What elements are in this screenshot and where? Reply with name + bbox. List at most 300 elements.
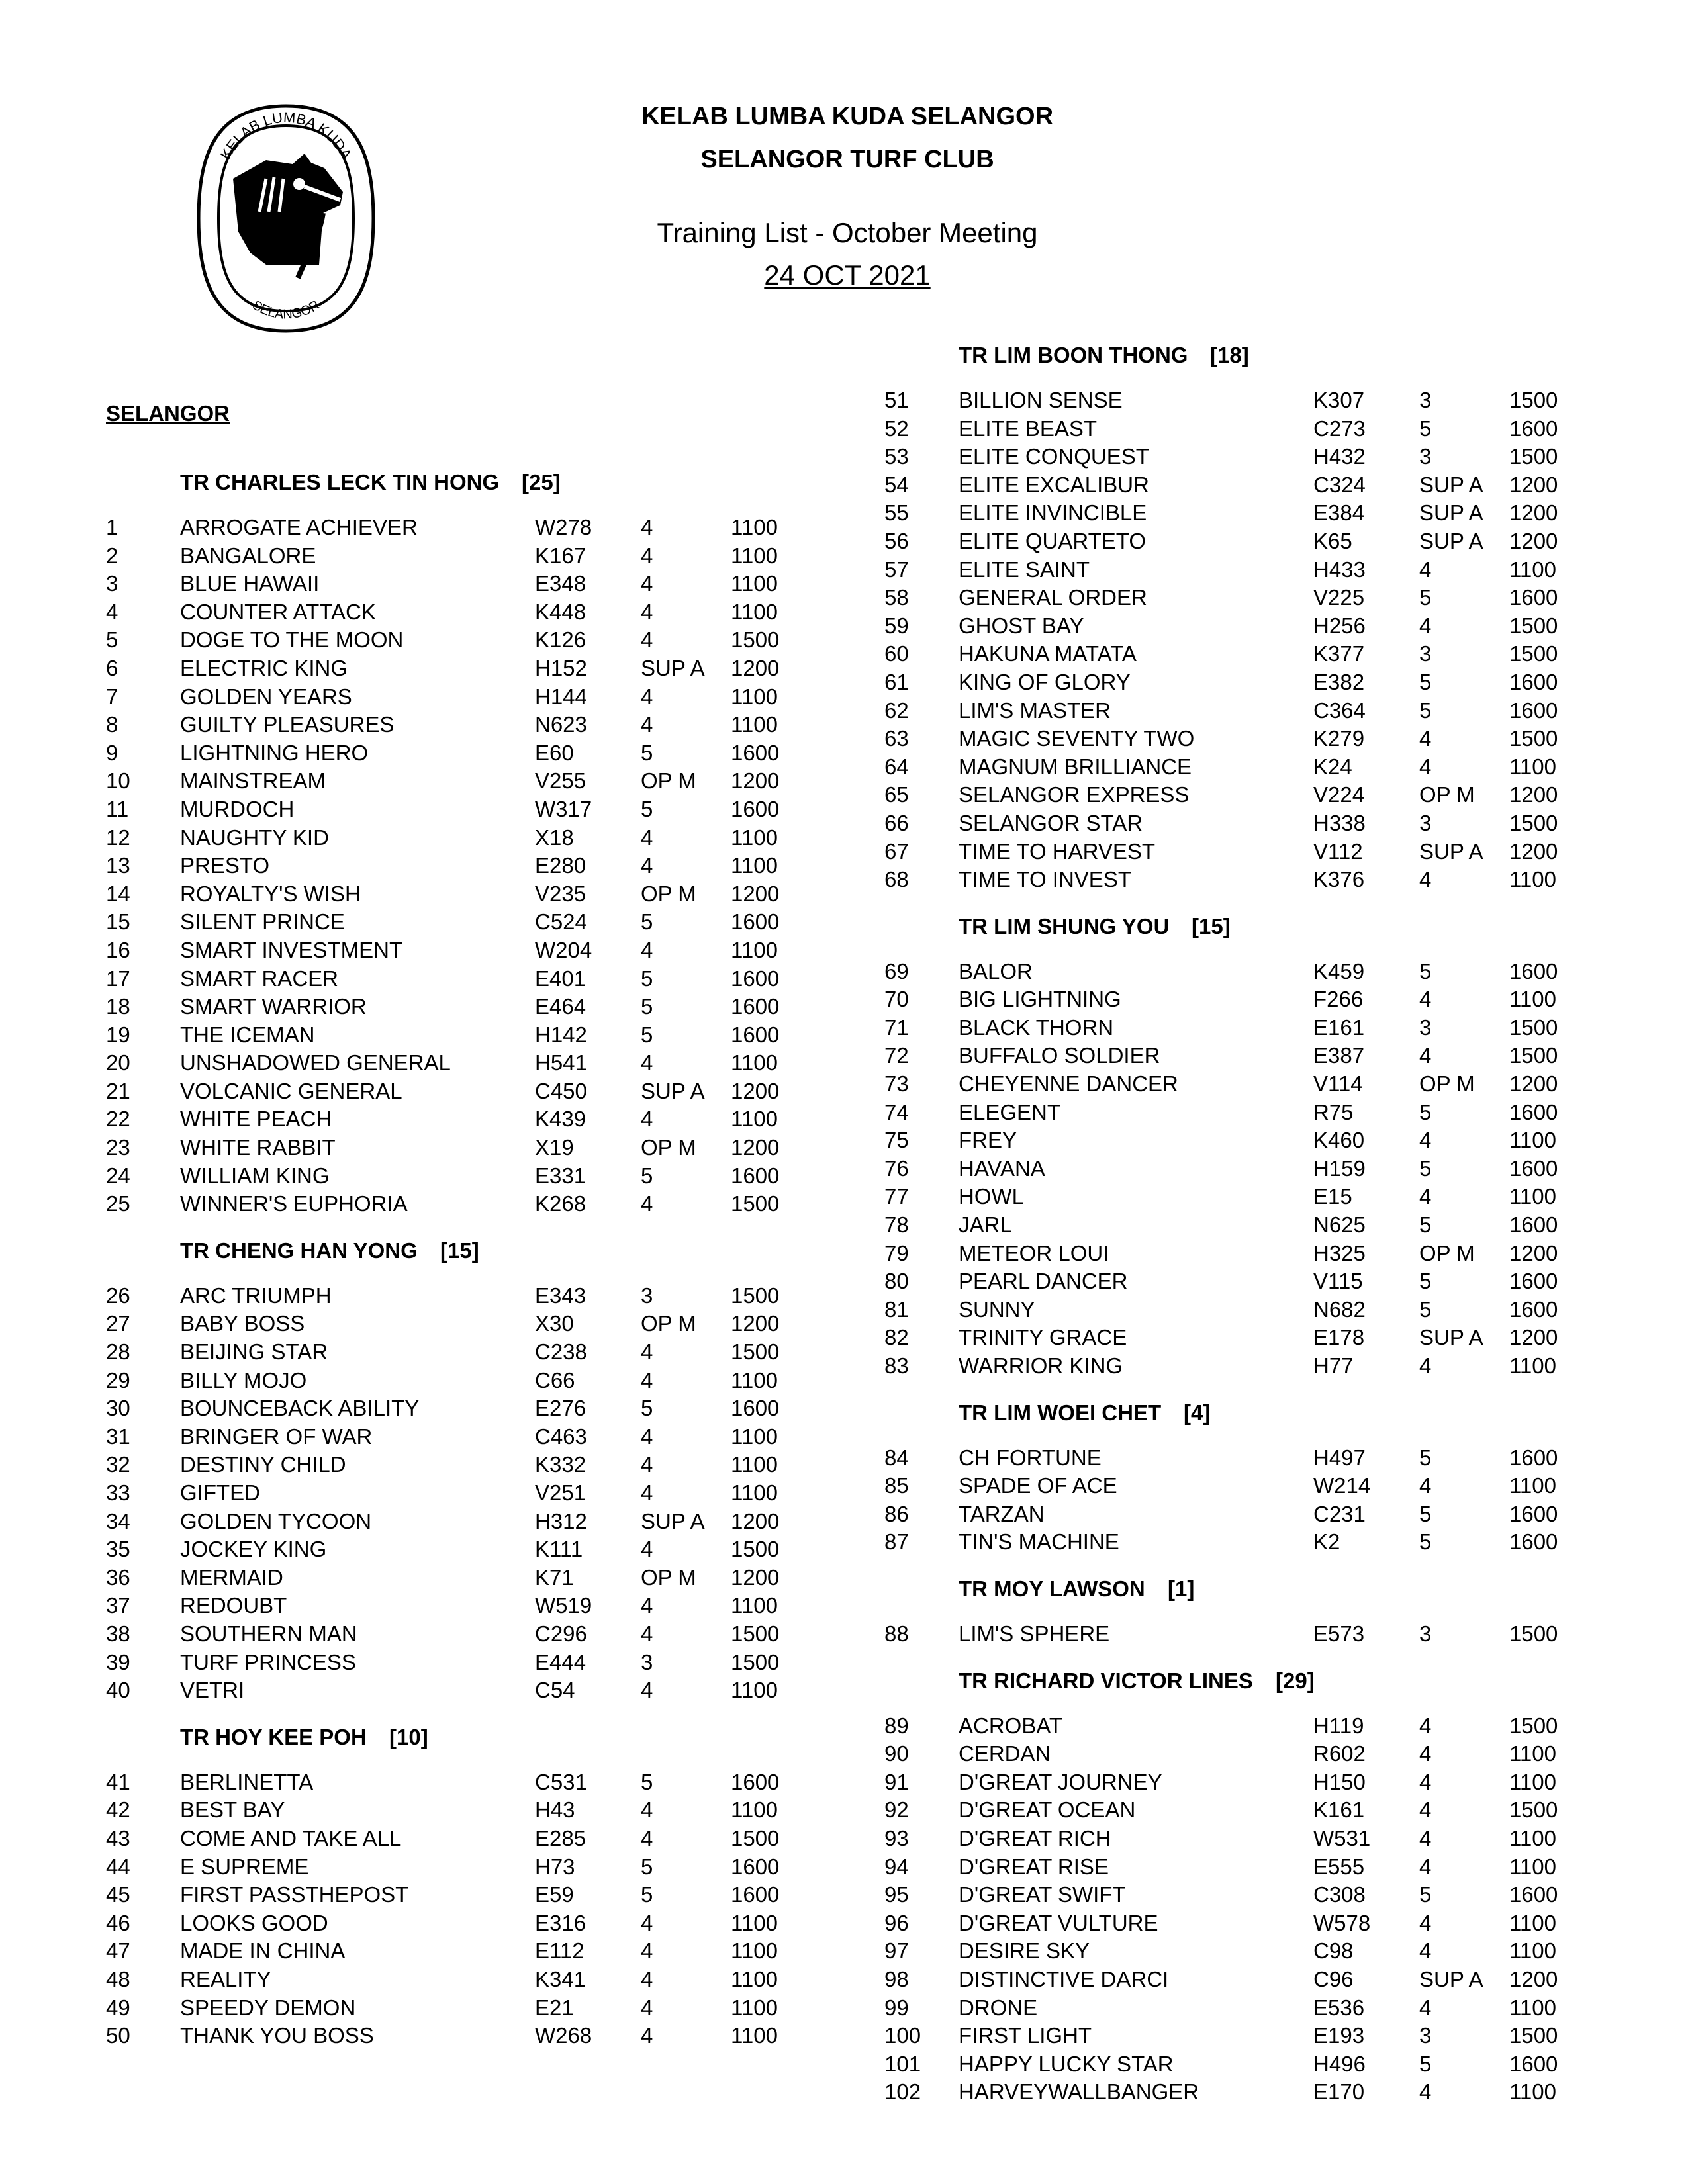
horse-code: H496	[1313, 2051, 1366, 2076]
horse-class: 5	[1419, 1212, 1432, 1238]
horse-class: 4	[641, 571, 653, 596]
horse-number: 35	[106, 1537, 130, 1562]
horse-number: 36	[106, 1565, 130, 1590]
horse-number: 15	[106, 909, 130, 934]
horse-class: 4	[1419, 1769, 1432, 1794]
horse-class: 4	[641, 825, 653, 850]
horse-class: SUP A	[1419, 500, 1483, 525]
horse-code: C96	[1313, 1966, 1354, 1991]
horse-number: 57	[884, 557, 909, 582]
horse-number: 90	[884, 1741, 909, 1766]
horse-row	[884, 1155, 1679, 1183]
horse-code: H338	[1313, 810, 1366, 835]
horse-row	[106, 1796, 900, 1825]
horse-class: 5	[1419, 958, 1432, 983]
horse-class: 4	[1419, 613, 1432, 638]
horse-name: BEST BAY	[180, 1797, 285, 1823]
horse-number: 49	[106, 1995, 130, 2020]
horse-distance: 1100	[731, 1966, 778, 1991]
horse-code: W578	[1313, 1910, 1371, 1935]
horse-class: 5	[641, 909, 653, 934]
horse-row	[884, 612, 1679, 641]
horse-distance: 1100	[731, 853, 778, 878]
horse-row	[106, 1479, 900, 1508]
horse-class: 3	[1419, 444, 1432, 469]
horse-distance: 1200	[731, 1565, 780, 1590]
horse-distance: 1500	[1509, 388, 1558, 412]
horse-name: SELANGOR STAR	[959, 810, 1143, 835]
horse-class: 4	[641, 1621, 653, 1646]
horse-row	[884, 1472, 1679, 1500]
horse-distance: 1500	[1509, 444, 1558, 469]
horse-class: 4	[1419, 1184, 1432, 1209]
horse-number: 5	[106, 627, 118, 653]
horse-number: 74	[884, 1099, 909, 1124]
horse-number: 93	[884, 1825, 909, 1850]
horse-distance: 1100	[731, 2023, 778, 2048]
horse-name: TIME TO HARVEST	[959, 839, 1156, 864]
trainer-horse-count: [1]	[1168, 1576, 1195, 1601]
horse-code: H256	[1313, 613, 1366, 638]
trainer-name: TR CHARLES LECK TIN HONG	[180, 470, 500, 494]
horse-code: E170	[1313, 2079, 1365, 2105]
horse-name: D'GREAT RISE	[959, 1854, 1109, 1879]
horse-distance: 1600	[731, 1396, 780, 1421]
horse-code: E316	[535, 1910, 586, 1935]
horse-name: D'GREAT SWIFT	[959, 1882, 1126, 1907]
horse-row	[106, 880, 900, 909]
horse-row	[106, 542, 900, 570]
group-spacer	[884, 1435, 1679, 1444]
horse-name: TARZAN	[959, 1501, 1045, 1526]
horse-distance: 1600	[1509, 1156, 1558, 1181]
horse-distance: 1500	[731, 1340, 780, 1365]
horse-class: 3	[1419, 388, 1432, 412]
horse-number: 46	[106, 1910, 130, 1935]
horse-class: 4	[1419, 867, 1432, 892]
horse-row	[106, 1592, 900, 1620]
horse-code: E573	[1313, 1621, 1365, 1646]
horse-number: 32	[106, 1452, 130, 1477]
horse-number: 86	[884, 1501, 909, 1526]
horse-number: 92	[884, 1797, 909, 1823]
horse-name: THANK YOU BOSS	[180, 2023, 374, 2048]
horse-row	[884, 725, 1679, 753]
horse-class: 4	[641, 1797, 653, 1823]
horse-distance: 1500	[1509, 1015, 1558, 1040]
horse-code: K448	[535, 599, 586, 624]
horse-number: 19	[106, 1022, 130, 1047]
horse-code: E178	[1313, 1325, 1365, 1350]
horse-name: CHEYENNE DANCER	[959, 1071, 1178, 1097]
horse-code: K111	[535, 1537, 583, 1562]
horse-number: 53	[884, 444, 909, 469]
horse-number: 6	[106, 655, 118, 680]
horse-number: 78	[884, 1212, 909, 1238]
horse-code: X30	[535, 1311, 574, 1336]
trainer-heading	[106, 462, 900, 504]
horse-number: 65	[884, 782, 909, 807]
horse-distance: 1600	[731, 796, 780, 821]
horse-distance: 1500	[731, 1825, 780, 1850]
horse-number: 38	[106, 1621, 130, 1646]
horse-row	[884, 668, 1679, 697]
horse-name: BEIJING STAR	[180, 1340, 328, 1365]
horse-class: 4	[1419, 1995, 1432, 2020]
horse-number: 62	[884, 698, 909, 723]
horse-distance: 1600	[731, 1854, 780, 1879]
horse-name: GOLDEN TYCOON	[180, 1508, 372, 1533]
horse-class: SUP A	[641, 1508, 705, 1533]
horse-code: X19	[535, 1135, 574, 1160]
group-spacer	[884, 1557, 1679, 1569]
horse-row	[884, 1240, 1679, 1268]
horse-code: H142	[535, 1022, 587, 1047]
horse-name: COUNTER ATTACK	[180, 599, 376, 624]
horse-code: K279	[1313, 726, 1365, 751]
horse-code: C531	[535, 1769, 587, 1794]
horse-number: 52	[884, 416, 909, 441]
group-spacer	[884, 1703, 1679, 1712]
horse-name: ACROBAT	[959, 1713, 1063, 1738]
horse-class: 5	[1419, 1269, 1432, 1294]
horse-class: 5	[1419, 1156, 1432, 1181]
horse-class: 4	[641, 712, 653, 737]
horse-class: 4	[1419, 1043, 1432, 1068]
horse-distance: 1100	[731, 1424, 778, 1449]
horse-number: 47	[106, 1938, 130, 1964]
group-spacer	[884, 1611, 1679, 1620]
horse-row	[106, 767, 900, 796]
trainer-heading	[884, 1661, 1679, 1703]
horse-name: MAINSTREAM	[180, 768, 326, 794]
horse-code: E285	[535, 1825, 586, 1850]
trainer-heading	[106, 1717, 900, 1759]
horse-row	[106, 1620, 900, 1649]
meeting-date: 24 OCT 2021	[764, 259, 931, 291]
horse-code: K71	[535, 1565, 574, 1590]
horse-class: 3	[1419, 810, 1432, 835]
horse-row	[106, 1423, 900, 1451]
horse-distance: 1100	[1509, 1995, 1556, 2020]
horse-class: 4	[1419, 1128, 1432, 1153]
horse-code: K439	[535, 1107, 586, 1132]
horse-name: LIGHTNING HERO	[180, 740, 369, 765]
horse-row	[884, 1500, 1679, 1529]
horse-name: BIG LIGHTNING	[959, 987, 1121, 1012]
horse-class: 3	[1419, 2023, 1432, 2048]
horse-class: 5	[1419, 1529, 1432, 1555]
horse-distance: 1100	[731, 1995, 778, 2020]
trainer-name: TR HOY KEE POH	[180, 1724, 367, 1749]
horse-number: 56	[884, 528, 909, 553]
horse-number: 85	[884, 1473, 909, 1498]
horse-row	[106, 1394, 900, 1423]
horse-name: SPEEDY DEMON	[180, 1995, 356, 2020]
horse-class: 5	[1419, 1297, 1432, 1322]
horse-distance: 1200	[731, 768, 780, 794]
region-heading: SELANGOR	[106, 401, 230, 426]
horse-name: ELITE SAINT	[959, 557, 1090, 582]
horse-distance: 1500	[1509, 1043, 1558, 1068]
horse-name: GUILTY PLEASURES	[180, 712, 395, 737]
horse-row	[106, 1508, 900, 1536]
horse-number: 43	[106, 1825, 130, 1850]
horse-distance: 1100	[731, 1938, 778, 1964]
horse-code: E536	[1313, 1995, 1365, 2020]
horse-name: WARRIOR KING	[959, 1353, 1123, 1378]
horse-distance: 1100	[1509, 754, 1556, 779]
horse-row	[106, 1881, 900, 1909]
horse-distance: 1500	[731, 1191, 780, 1216]
horse-code: W519	[535, 1593, 592, 1618]
horse-class: 4	[1419, 987, 1432, 1012]
horse-distance: 1200	[1509, 839, 1558, 864]
horse-class: 5	[641, 1022, 653, 1047]
horse-distance: 1200	[1509, 472, 1558, 497]
horse-distance: 1600	[731, 740, 780, 765]
horse-row	[884, 1937, 1679, 1966]
horse-code: H159	[1313, 1156, 1366, 1181]
horse-number: 66	[884, 810, 909, 835]
horse-distance: 1100	[1509, 2079, 1556, 2105]
trainer-horse-count: [15]	[440, 1238, 479, 1263]
horse-code: C524	[535, 909, 587, 934]
group-spacer	[884, 1649, 1679, 1661]
horse-class: 5	[1419, 1445, 1432, 1470]
horse-distance: 1200	[1509, 782, 1558, 807]
horse-name: COME AND TAKE ALL	[180, 1825, 402, 1850]
horse-code: E387	[1313, 1043, 1365, 1068]
horse-class: 4	[1419, 1825, 1432, 1850]
horse-number: 82	[884, 1325, 909, 1350]
horse-distance: 1100	[1509, 1353, 1556, 1378]
horse-class: 4	[641, 1593, 653, 1618]
horse-number: 60	[884, 641, 909, 666]
horse-row	[884, 1620, 1679, 1649]
horse-number: 101	[884, 2051, 921, 2076]
horse-name: DOGE TO THE MOON	[180, 627, 404, 653]
horse-class: 4	[641, 627, 653, 653]
horse-code: C98	[1313, 1938, 1354, 1964]
horse-number: 96	[884, 1910, 909, 1935]
horse-row	[106, 824, 900, 852]
horse-distance: 1100	[731, 937, 778, 962]
list-title: Training List - October Meeting	[657, 217, 1038, 248]
horse-number: 59	[884, 613, 909, 638]
trainer-name: TR LIM WOEI CHET	[959, 1400, 1162, 1425]
horse-distance: 1200	[731, 1311, 780, 1336]
horse-distance: 1600	[1509, 669, 1558, 694]
horse-number: 30	[106, 1396, 130, 1421]
horse-code: W531	[1313, 1825, 1371, 1850]
group-spacer	[106, 1218, 900, 1230]
club-name-malay: KELAB LUMBA KUDA SELANGOR	[641, 103, 1054, 130]
horse-distance: 1100	[1509, 1854, 1556, 1879]
horse-name: TRINITY GRACE	[959, 1325, 1127, 1350]
horse-name: MAGIC SEVENTY TWO	[959, 726, 1195, 751]
horse-distance: 1600	[1509, 1297, 1558, 1322]
horse-number: 99	[884, 1995, 909, 2020]
horse-number: 40	[106, 1678, 130, 1703]
horse-name: SMART RACER	[180, 966, 338, 991]
horse-code: W278	[535, 515, 592, 539]
horse-number: 3	[106, 571, 118, 596]
horse-row	[106, 1535, 900, 1564]
horse-number: 48	[106, 1966, 130, 1991]
horse-number: 4	[106, 599, 118, 624]
horse-name: D'GREAT VULTURE	[959, 1910, 1158, 1935]
horse-row	[106, 711, 900, 739]
horse-code: X18	[535, 825, 574, 850]
horse-name: BRINGER OF WAR	[180, 1424, 373, 1449]
horse-number: 75	[884, 1128, 909, 1153]
horse-code: H43	[535, 1797, 575, 1823]
horse-code: W317	[535, 796, 592, 821]
horse-distance: 1200	[1509, 1966, 1558, 1991]
horse-distance: 1600	[731, 994, 780, 1019]
horse-name: HOWL	[959, 1184, 1024, 1209]
horse-row	[106, 598, 900, 627]
horse-class: 4	[641, 1480, 653, 1505]
horse-code: E15	[1313, 1184, 1352, 1209]
horse-row	[106, 1310, 900, 1338]
horse-class: 4	[641, 1424, 653, 1449]
horse-number: 33	[106, 1480, 130, 1505]
horse-code: V251	[535, 1480, 586, 1505]
horse-number: 21	[106, 1078, 130, 1103]
horse-number: 31	[106, 1424, 130, 1449]
horse-name: WINNER'S EUPHORIA	[180, 1191, 408, 1216]
horse-number: 89	[884, 1713, 909, 1738]
horse-class: 4	[1419, 754, 1432, 779]
horse-row	[884, 866, 1679, 894]
horse-number: 71	[884, 1015, 909, 1040]
horse-class: 5	[641, 1882, 653, 1907]
horse-code: H144	[535, 684, 587, 709]
horse-number: 12	[106, 825, 130, 850]
horse-class: 5	[1419, 698, 1432, 723]
horse-class: 5	[1419, 1099, 1432, 1124]
horse-code: K376	[1313, 867, 1365, 892]
horse-class: 4	[641, 1107, 653, 1132]
horse-class: 4	[1419, 1353, 1432, 1378]
horse-code: K2	[1313, 1529, 1340, 1555]
horse-number: 76	[884, 1156, 909, 1181]
horse-name: BOUNCEBACK ABILITY	[180, 1396, 420, 1421]
horse-name: ELEGENT	[959, 1099, 1061, 1124]
horse-class: SUP A	[1419, 528, 1483, 553]
horse-number: 67	[884, 839, 909, 864]
horse-number: 22	[106, 1107, 130, 1132]
horse-head-icon	[233, 154, 343, 278]
horse-code: E401	[535, 966, 586, 991]
horse-number: 27	[106, 1311, 130, 1336]
horse-class: 4	[641, 1995, 653, 2020]
horse-name: ELITE CONQUEST	[959, 444, 1149, 469]
horse-code: W214	[1313, 1473, 1371, 1498]
horse-row	[106, 796, 900, 824]
horse-row	[106, 1966, 900, 1994]
horse-number: 84	[884, 1445, 909, 1470]
horse-row	[106, 1825, 900, 1853]
horse-row	[884, 2050, 1679, 2079]
horse-number: 8	[106, 712, 118, 737]
horse-class: 5	[1419, 669, 1432, 694]
horse-row	[884, 1444, 1679, 1473]
horse-name: D'GREAT OCEAN	[959, 1797, 1136, 1823]
horse-row	[884, 1825, 1679, 1853]
horse-distance: 1600	[731, 1163, 780, 1188]
left-column	[106, 462, 900, 2050]
horse-name: GENERAL ORDER	[959, 585, 1147, 610]
horse-name: D'GREAT JOURNEY	[959, 1769, 1162, 1794]
horse-distance: 1600	[731, 1769, 780, 1794]
horse-class: 4	[641, 1340, 653, 1365]
horse-name: DISTINCTIVE DARCI	[959, 1966, 1169, 1991]
horse-distance: 1600	[1509, 1269, 1558, 1294]
horse-row	[884, 1324, 1679, 1352]
trainer-name: TR CHENG HAN YONG	[180, 1238, 418, 1263]
horse-code: H432	[1313, 444, 1366, 469]
horse-class: 4	[1419, 1854, 1432, 1879]
horse-code: E464	[535, 994, 586, 1019]
horse-name: HARVEYWALLBANGER	[959, 2079, 1199, 2105]
horse-row	[106, 1937, 900, 1966]
horse-code: C450	[535, 1078, 587, 1103]
horse-row	[884, 1211, 1679, 1240]
horse-name: DESTINY CHILD	[180, 1452, 346, 1477]
horse-name: SPADE OF ACE	[959, 1473, 1117, 1498]
horse-class: 4	[641, 543, 653, 568]
horse-name: D'GREAT RICH	[959, 1825, 1111, 1850]
horse-number: 54	[884, 472, 909, 497]
horse-distance: 1100	[731, 712, 778, 737]
horse-name: TIME TO INVEST	[959, 867, 1131, 892]
horse-name: ROYALTY'S WISH	[180, 881, 361, 906]
trainer-name: TR MOY LAWSON	[959, 1576, 1145, 1601]
horse-row	[884, 415, 1679, 443]
horse-row	[884, 697, 1679, 725]
horse-name: MADE IN CHINA	[180, 1938, 346, 1964]
horse-class: 4	[641, 1050, 653, 1075]
horse-distance: 1100	[1509, 1825, 1556, 1850]
horse-number: 83	[884, 1353, 909, 1378]
horse-class: 4	[641, 684, 653, 709]
horse-number: 25	[106, 1191, 130, 1216]
horse-row	[106, 1367, 900, 1395]
horse-code: H325	[1313, 1240, 1366, 1265]
horse-code: H152	[535, 655, 587, 680]
horse-class: 4	[641, 853, 653, 878]
horse-row	[884, 584, 1679, 612]
horse-number: 23	[106, 1135, 130, 1160]
horse-name: MAGNUM BRILLIANCE	[959, 754, 1192, 779]
horse-name: MERMAID	[180, 1565, 283, 1590]
horse-class: 3	[641, 1649, 653, 1674]
horse-code: H541	[535, 1050, 587, 1075]
horse-distance: 1100	[731, 1678, 778, 1703]
horse-name: ELECTRIC KING	[180, 655, 348, 680]
trainer-horse-count: [4]	[1184, 1400, 1211, 1425]
horse-row	[884, 781, 1679, 809]
horse-distance: 1200	[731, 655, 780, 680]
horse-distance: 1100	[731, 1452, 778, 1477]
horse-number: 64	[884, 754, 909, 779]
horse-name: GOLDEN YEARS	[180, 684, 352, 709]
horse-class: OP M	[641, 881, 696, 906]
horse-class: 5	[641, 1396, 653, 1421]
